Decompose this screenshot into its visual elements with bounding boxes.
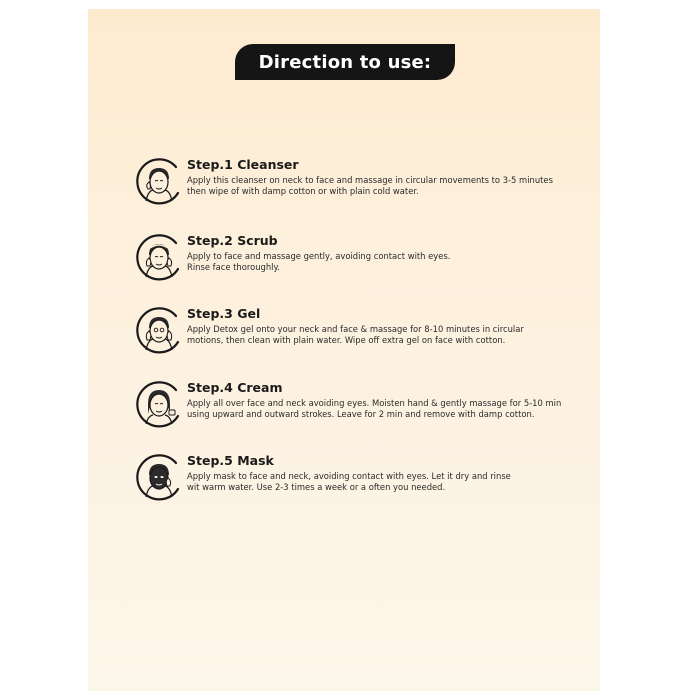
- face-scrub-icon: [132, 233, 184, 285]
- face-gel-icon: [132, 306, 184, 358]
- step-1: [132, 157, 552, 217]
- face-cleanser-icon: [132, 157, 184, 209]
- step-2: [132, 233, 552, 293]
- step-description: Apply mask to face and neck, avoiding contact with eyes. Let it dry and rinse wit warm water. Use 2-3 times a week or a often you needed.: [187, 471, 511, 492]
- face-cream-icon: [132, 380, 184, 432]
- step-title: Step.1 Cleanser: [187, 157, 299, 172]
- step-title: Step.4 Cream: [187, 380, 283, 395]
- step-description: Apply this cleanser on neck to face and massage in circular movements to 3-5 minutes then wipe of with damp cotton or with plain cold water.: [187, 175, 553, 196]
- step-5: [132, 453, 552, 513]
- face-mask-icon: [132, 453, 184, 505]
- step-description: Apply all over face and neck avoiding eyes. Moisten hand & gently massage for 5-10 min using upward and outward strokes. Leave for 2 min and remove with damp cotton.: [187, 398, 562, 419]
- step-description: Apply Detox gel onto your neck and face & massage for 8-10 minutes in circular motions, then clean with plain water. Wipe off extra gel on face with cotton.: [187, 324, 524, 345]
- step-title: Step.5 Mask: [187, 453, 274, 468]
- step-3: [132, 306, 552, 366]
- page-title: Direction to use:: [258, 51, 432, 73]
- step-description: Apply to face and massage gently, avoiding contact with eyes. Rinse face thoroughly.: [187, 251, 451, 272]
- step-4: [132, 380, 562, 440]
- heading-banner: [235, 44, 455, 80]
- step-title: Step.2 Scrub: [187, 233, 278, 248]
- step-title: Step.3 Gel: [187, 306, 261, 321]
